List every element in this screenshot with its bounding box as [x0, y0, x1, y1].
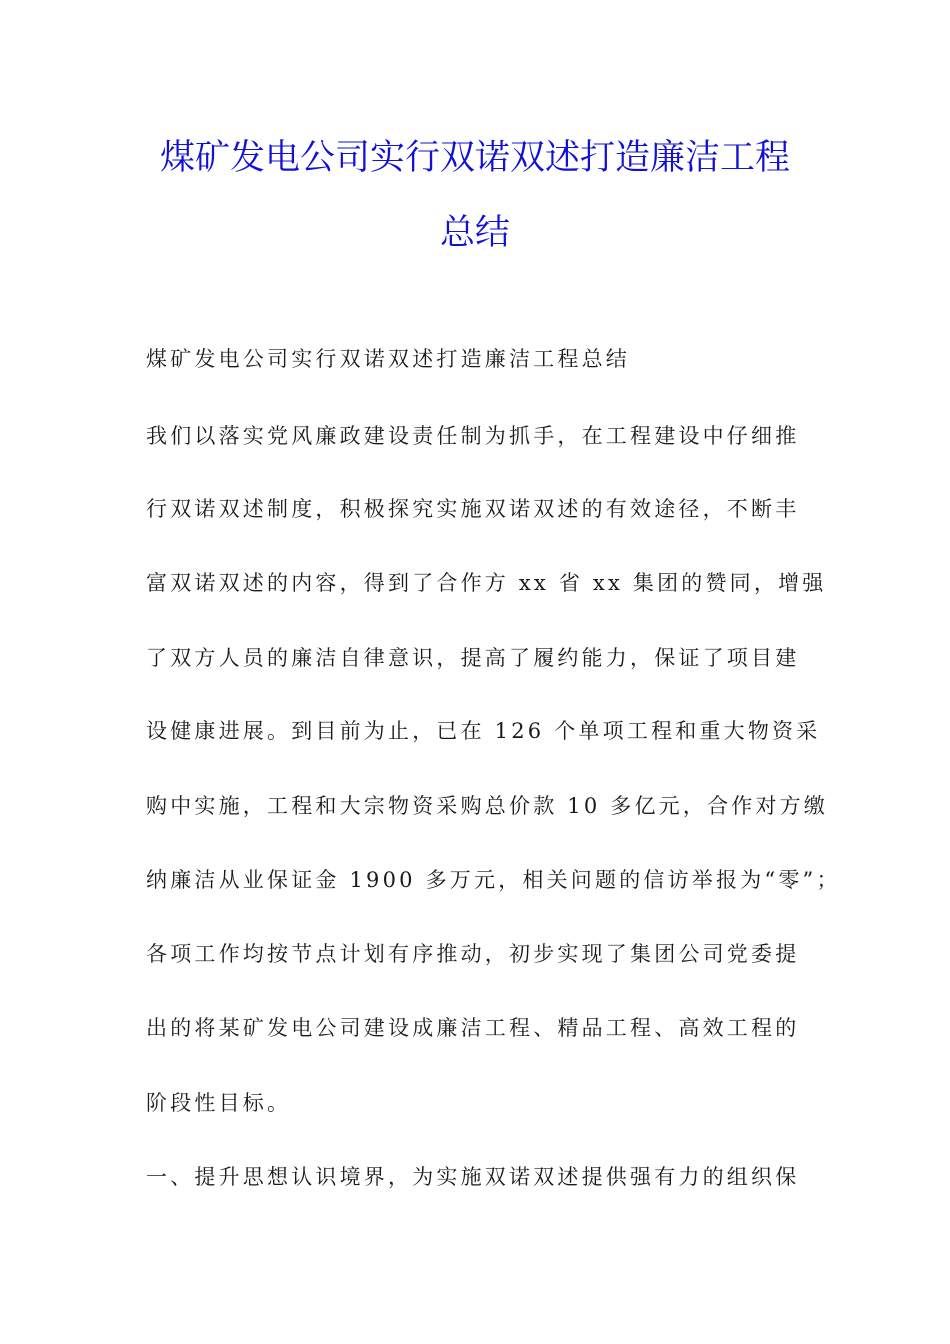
body-line: 富双诺双述的内容，得到了合作方 xx 省 xx 集团的赞同，增强 — [146, 571, 827, 595]
body-line: 设健康进展。到目前为止，已在 126 个单项工程和重大物资采 — [146, 719, 821, 743]
body-line: 了双方人员的廉洁自律意识，提高了履约能力，保证了项目建 — [146, 646, 800, 670]
body-line: 购中实施，工程和大宗物资采购总价款 10 多亿元，合作对方缴 — [146, 794, 829, 818]
body-line: 我们以落实党风廉政建设责任制为抓手，在工程建设中仔细推 — [146, 424, 800, 448]
document-title-line-2: 总结 — [439, 213, 510, 253]
body-line: 出的将某矿发电公司建设成廉洁工程、精品工程、高效工程的 — [146, 1016, 800, 1040]
body-line: 纳廉洁从业保证金 1900 多万元，相关问题的信访举报为“零”； — [146, 868, 841, 892]
body-line: 行双诺双述制度，积极探究实施双诺双述的有效途径，不断丰 — [146, 497, 800, 521]
body-line: 阶段性目标。 — [146, 1091, 292, 1115]
document-title-line-1: 煤矿发电公司实行双诺双述打造廉洁工程 — [159, 138, 790, 178]
body-line: 各项工作均按节点计划有序推动，初步实现了集团公司党委提 — [146, 942, 800, 966]
body-line-subtitle: 煤矿发电公司实行双诺双述打造廉洁工程总结 — [146, 347, 630, 371]
section-heading-line: 一、提升思想认识境界，为实施双诺双述提供强有力的组织保 — [146, 1165, 800, 1189]
